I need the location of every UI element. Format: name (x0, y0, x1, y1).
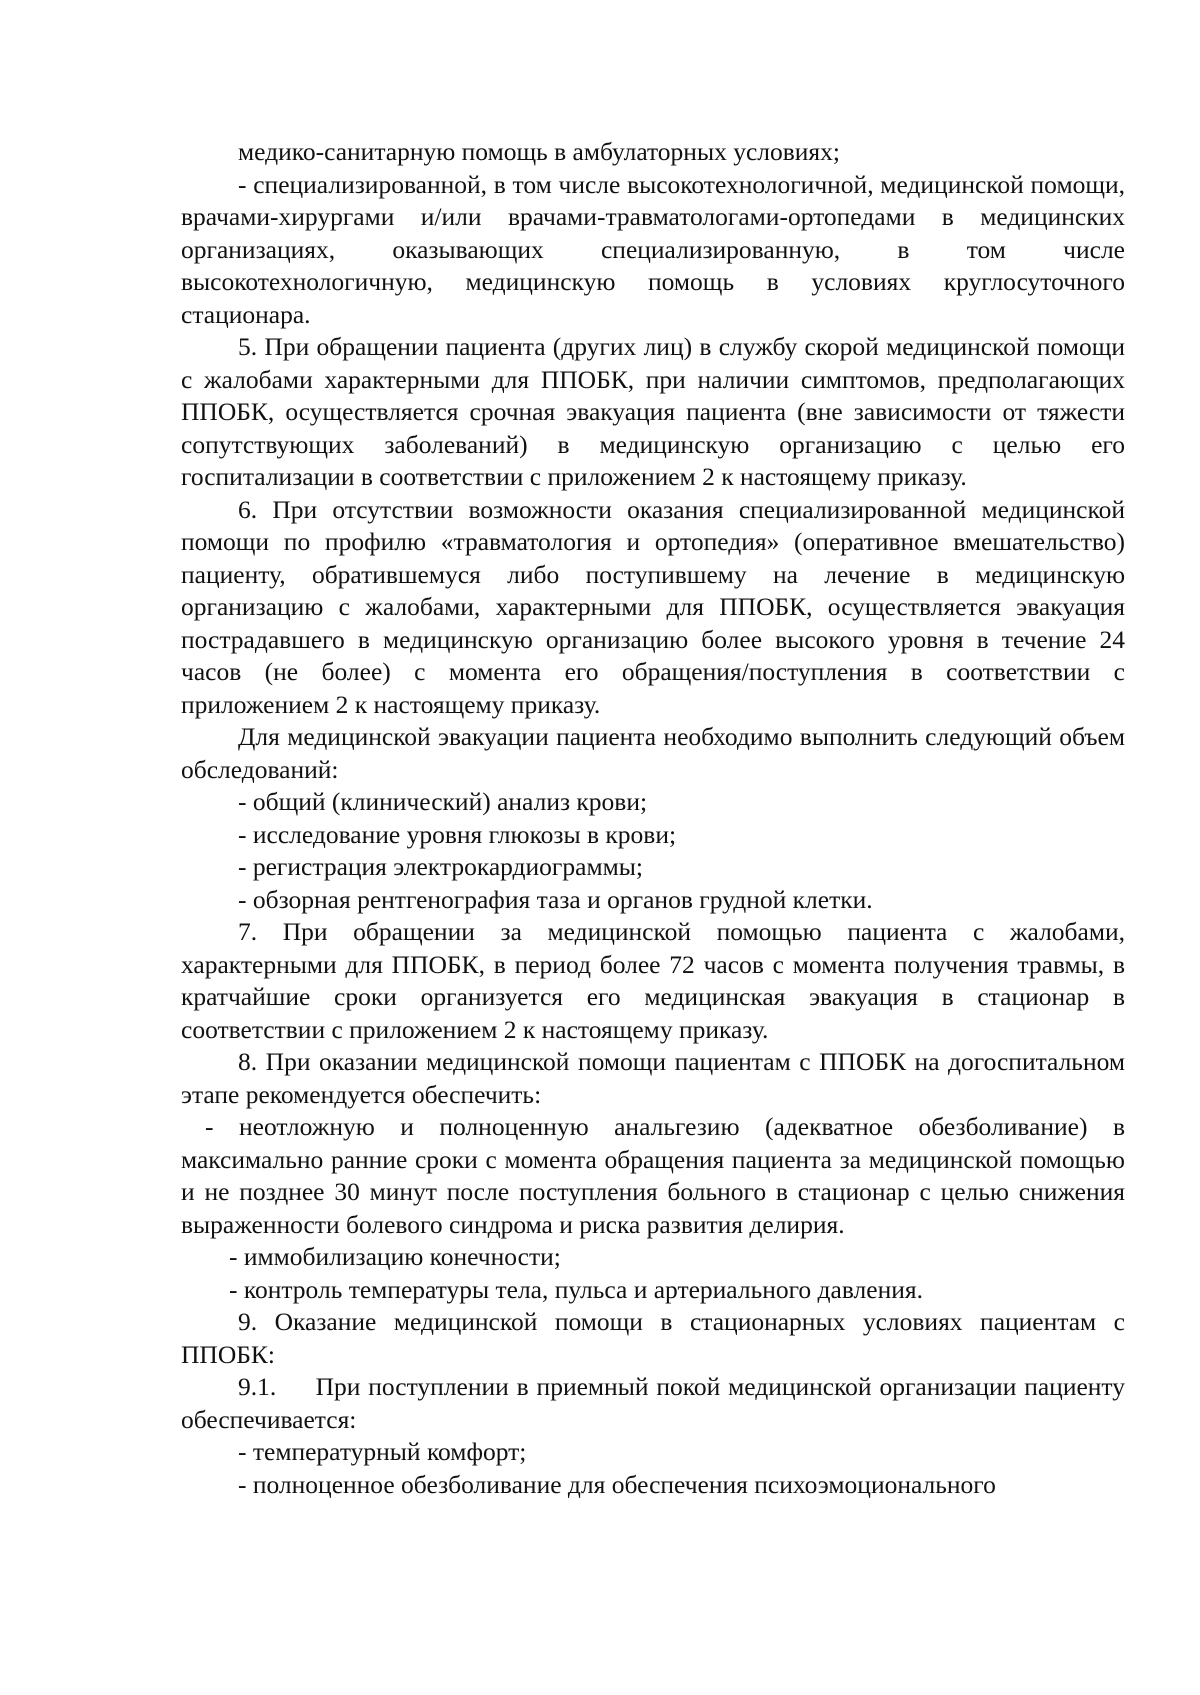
paragraph: 8. При оказании медицинской помощи пациентам с ППОБК на догоспитальном этапе рекомендуется обеспечить: (181, 1047, 1125, 1109)
document-body (181, 136, 1132, 1501)
list-item: - общий (клинический) анализ крови; (238, 787, 648, 816)
paragraph: Для медицинской эвакуации пациента необходимо выполнить следующий объем обследований: (181, 722, 1125, 784)
list-item: - исследование уровня глюкозы в крови; (238, 819, 677, 849)
paragraph: 9. Оказание медицинской помощи в стационарных условиях пациентам с ППОБК: (181, 1307, 1125, 1369)
list-item: - регистрация электрокардиограммы; (238, 852, 643, 881)
list-item: - температурный комфорт; (238, 1437, 527, 1466)
paragraph: 5. При обращении пациента (других лиц) в службу скорой медицинской помощи с жалобами характерными для ППОБК, при наличии симптомов, предполагающих ППОБК, осуществляется срочная эвакуация пациента (вне зависимости от тяжести сопутствующих заболеваний) в медицинскую организацию с целью его госпитализации в соответствии с приложением 2 к настоящему приказу. (181, 332, 1125, 491)
list-item: - неотложную и полноценную анальгезию (адекватное обезболивание) в максимально ранние сроки с момента обращения пациента за медицинской помощью и не позднее 30 минут после поступления больного в стационар с целью снижения выраженности болевого синдрома и риска развития делирия. (181, 1112, 1125, 1239)
paragraph: - специализированной, в том числе высокотехнологичной, медицинской помощи, врачами-хирургами и/или врачами-травматологами-ортопедами в медицинских организациях, оказывающих специализированную, в том числе высокотехнологичную, медицинскую помощь в условиях круглосуточного стационара. (181, 169, 1125, 329)
paragraph: 9.1. При поступлении в приемный покой медицинской организации пациенту обеспечивается: (181, 1372, 1132, 1434)
paragraph: медико-санитарную помощь в амбулаторных условиях; (238, 137, 840, 166)
list-item: - обзорная рентгенография таза и органов грудной клетки. (238, 884, 873, 914)
list-item: - контроль температуры тела, пульса и артериального давления. (229, 1274, 923, 1304)
paragraph: 6. При отсутствии возможности оказания специализированной медицинской помощи по профилю «травматология и ортопедия» (оперативное вмешательство) пациенту, обратившемуся либо поступившему на лечение в медицинскую организацию с жалобами, характерными для ППОБК, осуществляется эвакуация пострадавшего в медицинскую организацию более высокого уровня в течение 24 часов (не более) с момента его обращения/поступления в соответствии с приложением 2 к настоящему приказу. (181, 494, 1125, 719)
list-item: - иммобилизацию конечности; (229, 1242, 561, 1271)
list-item: - полноценное обезболивание для обеспечения психоэмоционального (238, 1469, 996, 1499)
paragraph: 7. При обращении за медицинской помощью пациента с жалобами, характерными для ППОБК, в период более 72 часов с момента получения травмы, в кратчайшие сроки организуется его медицинская эвакуация в стационар в соответствии с приложением 2 к настоящему приказу. (181, 917, 1125, 1044)
